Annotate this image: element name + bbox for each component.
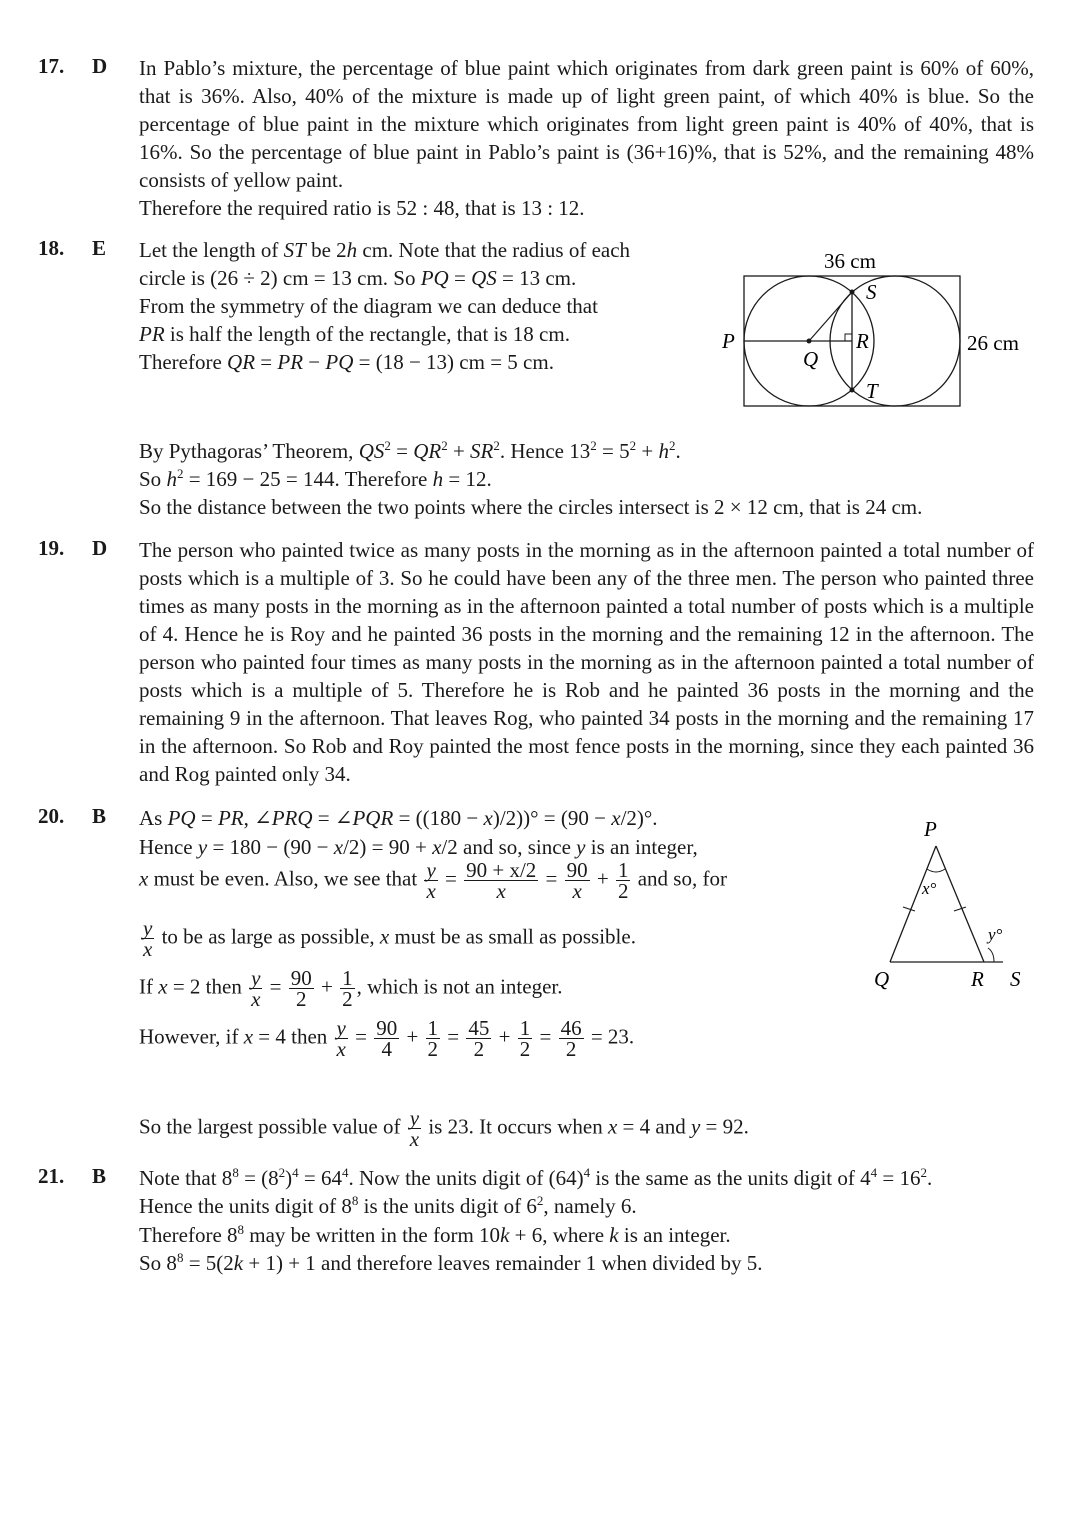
circles-rectangle-diagram xyxy=(700,236,1040,416)
fraction: $\frac{90}{2}$ xyxy=(290,966,312,1011)
text-line: PR is half the length of the rectangle, that is 18 cm. xyxy=(139,322,570,346)
answer-letter: D xyxy=(92,54,108,78)
text-line: Hence y = 180 − (90 − x/2) = 90 + x/2 and so, since y is an integer, xyxy=(139,835,698,859)
solution-text xyxy=(139,54,1034,222)
fraction: $\frac{90 + x/2}{x}$ xyxy=(466,858,537,903)
text-line: x must be even. Also, we see that $\frac{y}{x}$ = $\frac{90 + x/2}{x}$ = $\frac{90}{x}$ + $\frac{1}{2}$ and so, for xyxy=(139,858,727,903)
label-Q: Q xyxy=(803,347,819,371)
text-line: So $h^2 = 169 - 25 = 144$. Therefore h = 12. xyxy=(139,466,492,491)
text-line: circle is (26 ÷ 2) cm = 13 cm. So PQ = QS = 13 cm. xyxy=(139,266,577,290)
side-PQ xyxy=(890,846,936,962)
solution-text xyxy=(139,236,699,376)
text-line: Hence the units digit of $8^8$ is the units digit of $6^2$, namely 6. xyxy=(139,1193,637,1218)
paragraph: In Pablo’s mixture, the percentage of blue paint which originates from dark green paint is 60% of 60%, that is 36%. Also, 40% of the mixture is made up of light green paint, of which 40% is blue. So the percentage of blue paint in the mixture which originates from light green paint is 40% of 40%, that is 16%. So the percentage of blue paint in Pablo’s paint is (36+16)%, that is 52%, and the remaining 48% consists of yellow paint. xyxy=(139,56,1034,192)
label-S: S xyxy=(866,280,877,304)
answer-letter: B xyxy=(92,1164,107,1188)
fraction: $\frac{1}{2}$ xyxy=(342,966,353,1011)
paragraph: The person who painted twice as many posts in the morning as in the afternoon painted a total number of posts which is a multiple of 3. So he could have been any of the three men. The person who painted three times as many posts in the morning as in the afternoon painted a total number of posts which is a multiple of 4. Hence he is Roy and he painted 36 posts in the morning and the remaining 12 in the afternoon. The person who painted four times as many posts in the morning as in the afternoon painted a total number of posts which is a multiple of 5. Therefore he is Rob and he painted 36 posts in the morning and the remaining 9 in the afternoon. That leaves Rog, who painted 34 posts in the morning and the remaining 17 in the afternoon. So Rob and Roy painted the most fence posts in the morning, since they each painted 36 and Rog painted only 34. xyxy=(139,538,1034,786)
fraction: $\frac{1}{2}$ xyxy=(617,858,629,903)
question-number: 21. xyxy=(38,1164,65,1188)
text-line: Let the length of ST be 2h cm. Note that the radius of each xyxy=(139,238,631,262)
point-S xyxy=(850,290,855,295)
fraction: $\frac{90}{x}$ xyxy=(566,858,588,903)
text-line: Therefore $8^8$ may be written in the form 10k + 6, where k is an integer. xyxy=(139,1222,731,1247)
fraction: $\frac{90}{4}$ xyxy=(376,1016,398,1061)
fraction: $\frac{45}{2}$ xyxy=(468,1016,490,1061)
point-Q xyxy=(807,339,812,344)
right-angle-mark xyxy=(845,334,852,341)
answer-letter: E xyxy=(92,236,107,260)
point-T xyxy=(850,388,855,393)
isosceles-triangle-diagram xyxy=(860,812,1040,992)
fraction: $\frac{y}{x}$ xyxy=(336,1016,346,1061)
text-line: Therefore QR = PR − PQ = (18 − 13) cm = 5 cm. xyxy=(139,350,554,374)
text-line: However, if x = 4 then $\frac{y}{x}$ = $\frac{90}{4}$ + $\frac{1}{2}$ = $\frac{45}{2}$ + $\frac{1}{2}$ = $\frac{46}{2}$ = 23. xyxy=(139,1016,635,1061)
paragraph: Therefore the required ratio is 52 : 48, that is 13 : 12. xyxy=(139,196,585,220)
fraction: $\frac{y}{x}$ xyxy=(409,1106,420,1151)
text-line: So the largest possible value of $\frac{y}{x}$ is 23. It occurs when x = 4 and y = 92. xyxy=(139,1106,749,1151)
fraction: $\frac{46}{2}$ xyxy=(560,1016,582,1061)
text-line: If x = 2 then $\frac{y}{x}$ = $\frac{90}{2}$ + $\frac{1}{2}$ , which is not an integer. xyxy=(139,966,563,1011)
label-T: T xyxy=(866,379,878,403)
text-line: So $8^8 = 5(2k + 1) + 1$ and therefore leaves remainder 1 when divided by 5. xyxy=(139,1250,763,1275)
label-Q: Q xyxy=(874,967,890,991)
question-number: 20. xyxy=(38,804,65,828)
label-P: P xyxy=(924,817,937,841)
label-y: y° xyxy=(988,925,1003,944)
text-line: As PQ = PR, ∠PRQ = ∠PQR = ((180 − x)/2))° = (90 − x/2)°. xyxy=(139,806,658,830)
fraction: $\frac{y}{x}$ xyxy=(251,966,261,1011)
side-PR xyxy=(936,846,984,962)
tick-mark-PQ xyxy=(903,907,915,911)
label-R: R xyxy=(856,329,869,353)
question-number: 17. xyxy=(38,54,65,78)
text-line: From the symmetry of the diagram we can deduce that xyxy=(139,294,598,318)
fraction: $\frac{y}{x}$ xyxy=(143,916,153,961)
label-x: x° xyxy=(922,879,937,898)
label-P: P xyxy=(722,329,735,353)
diagram-label-side: 26 cm xyxy=(967,331,1019,355)
fraction: $\frac{1}{2}$ xyxy=(427,1016,439,1061)
question-number: 18. xyxy=(38,236,65,260)
question-number: 19. xyxy=(38,536,65,560)
fraction: $\frac{y}{x}$ xyxy=(426,858,436,903)
label-S: S xyxy=(1010,967,1021,991)
answer-letter: D xyxy=(92,536,108,560)
text-line: So the distance between the two points where the circles intersect is 2 × 12 cm, that is 24 cm. xyxy=(139,495,923,519)
diagram-label-top: 36 cm xyxy=(824,249,876,273)
answer-letter: B xyxy=(92,804,107,828)
fraction: $\frac{1}{2}$ xyxy=(519,1016,531,1061)
text-line: Note that $8^8 = (8^2)^4 = 64^4$. Now the units digit of $(64)^4$ is the same as the units digit of $4^4 = 16^2$. xyxy=(139,1165,933,1190)
tick-mark-PR xyxy=(954,907,966,911)
text-line: By Pythagoras’ Theorem, $QS^2 = QR^2 + SR^2$. Hence $13^2 = 5^2 + h^2$. xyxy=(139,438,681,463)
text-line: $\frac{y}{x}$ to be as large as possible, x must be as small as possible. xyxy=(143,916,636,961)
label-R: R xyxy=(971,967,984,991)
angle-arc-y xyxy=(988,948,994,962)
solution-text xyxy=(139,536,1034,788)
angle-arc-x xyxy=(927,869,945,872)
